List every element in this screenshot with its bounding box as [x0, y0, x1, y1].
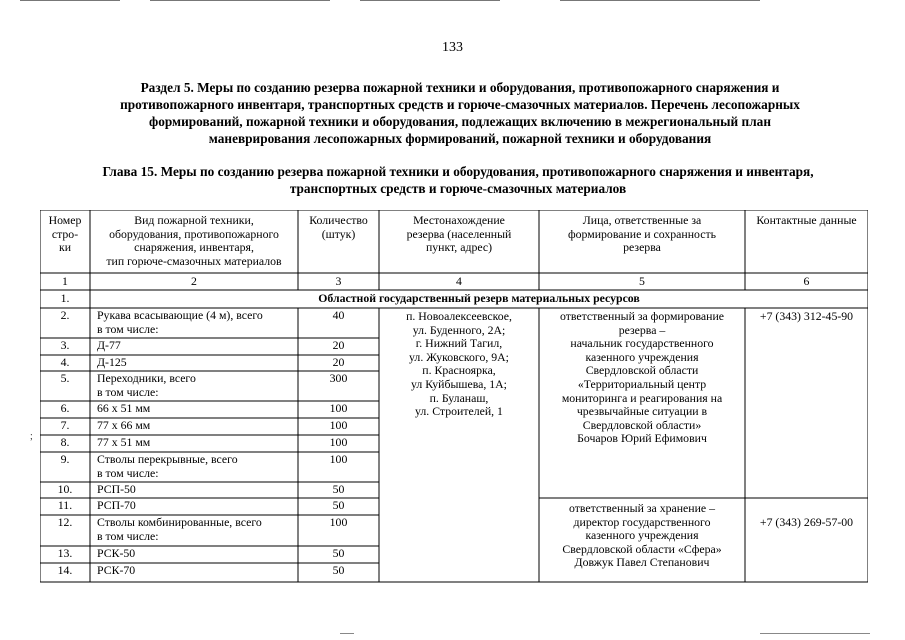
header-responsible — [539, 214, 745, 255]
row-quantity — [298, 564, 379, 578]
chapter-title-line: Глава 15. Меры по созданию резерва пожарной техники и оборудования, противопожарного снаряжения и инвентаря, — [102, 164, 814, 179]
row-equipment-name — [97, 372, 297, 399]
header-location-line: Местонахождение — [413, 213, 505, 227]
row-quantity — [298, 372, 379, 386]
column-number-line: 4 — [456, 274, 462, 288]
row-equipment-name-line: РСК-70 — [97, 563, 136, 577]
row-quantity — [298, 309, 379, 323]
responsible-formation-line: ответственный за формирование — [559, 309, 725, 323]
header-quantity — [298, 214, 379, 241]
header-equipment-type-line: оборудования, противопожарного — [109, 226, 279, 241]
header-equipment-type-line: снаряжения, инвентаря, — [134, 240, 254, 255]
reserve-location-line: г. Нижний Тагил, — [415, 336, 503, 351]
row-equipment-name — [97, 453, 297, 480]
section-title-line: противопожарного инвентаря, транспортных средств и горюче-смазочных материалов. Перечень лесопожарных — [120, 97, 800, 112]
header-row-number-line: ки — [58, 240, 72, 255]
row-equipment-name — [97, 564, 297, 578]
row-quantity-line: 50 — [332, 498, 345, 512]
row-equipment-name-line: Д-125 — [97, 355, 127, 369]
row-quantity-line: 50 — [332, 546, 345, 560]
row-quantity-line: 100 — [329, 435, 348, 449]
row-number-line: 5. — [60, 371, 70, 385]
row-number-line: 8. — [60, 435, 70, 449]
row-equipment-name — [97, 356, 297, 370]
responsible-formation-line: мониторинга и реагирования на — [561, 390, 723, 405]
row-number — [40, 483, 90, 497]
row-equipment-name-line: 77 х 51 мм — [97, 435, 151, 449]
reserve-location-line: ул Куйбышева, 1А; — [411, 376, 507, 391]
responsible-storage — [539, 502, 745, 570]
column-number — [539, 275, 745, 289]
row-quantity-line: 50 — [332, 563, 345, 577]
responsible-formation-line: начальник государственного — [570, 336, 714, 351]
row-number-line: 9. — [60, 452, 70, 466]
contact-phone-2-line: +7 (343) 269-57-00 — [759, 515, 854, 529]
row-quantity — [298, 453, 379, 467]
row-quantity-line: 100 — [329, 515, 348, 529]
responsible-formation-line: «Территориальный центр — [577, 376, 707, 391]
responsible-formation — [539, 310, 745, 446]
chapter-title-line: транспортных средств и горюче-смазочных материалов — [289, 181, 627, 196]
header-contacts — [745, 214, 868, 228]
column-number — [379, 275, 539, 289]
reserve-location-line: ул. Строителей, 1 — [415, 404, 503, 419]
reserve-location-line: п. Новоалексеевское, — [406, 309, 512, 323]
row-quantity — [298, 516, 379, 530]
row-equipment-name-line: Стволы комбинированные, всего — [97, 515, 262, 529]
row-equipment-name-line: в том числе: — [97, 321, 159, 336]
row-equipment-name-line: Д-77 — [97, 338, 121, 352]
group-row-title — [90, 292, 868, 306]
row-quantity — [298, 483, 379, 497]
header-location-line: резерва (населенный — [406, 226, 512, 241]
contact-phone-1 — [745, 310, 868, 324]
row-quantity-line: 300 — [329, 371, 348, 385]
row-quantity-line: 100 — [329, 401, 348, 415]
responsible-formation-line: чрезвычайные ситуации в — [576, 404, 708, 419]
page-number: 133 — [442, 40, 463, 55]
column-number-line: 5 — [639, 274, 645, 288]
row-number — [40, 547, 90, 561]
header-quantity-line: Количество — [309, 213, 368, 227]
section-title-line: формирований, пожарной техники и оборудования, подлежащих включению в межрегиональный план — [149, 114, 771, 129]
row-equipment-name-line: Стволы перекрывные, всего — [97, 452, 238, 466]
reserve-location-line: ул. Жуковского, 9А; — [409, 349, 509, 364]
row-equipment-name — [97, 483, 297, 497]
group-row-number-line: 1. — [60, 291, 70, 305]
column-number — [40, 275, 90, 289]
header-row-number-line: Номер — [48, 213, 82, 227]
header-equipment-type-line: тип горюче-смазочных материалов — [106, 253, 282, 268]
row-equipment-name-line: РСК-50 — [97, 546, 136, 560]
scan-top-line — [360, 0, 500, 1]
column-number — [90, 275, 298, 289]
row-quantity — [298, 356, 379, 370]
responsible-formation-line: Бочаров Юрий Ефимович — [577, 431, 707, 446]
row-equipment-name — [97, 547, 297, 561]
reserve-location-line: п. Красноярка, — [422, 363, 496, 378]
row-quantity-line: 20 — [332, 355, 345, 369]
margin-mark: ; — [30, 431, 33, 442]
contact-phone-2 — [745, 516, 868, 530]
row-number — [40, 339, 90, 353]
header-responsible-line: резерва — [623, 240, 661, 255]
row-equipment-name-line: Рукава всасывающие (4 м), всего — [97, 308, 263, 322]
scan-top-line — [20, 0, 120, 1]
column-number — [745, 275, 868, 289]
row-quantity — [298, 419, 379, 433]
responsible-storage-line: казенного учреждения — [585, 528, 699, 543]
scan-top-line — [560, 0, 760, 1]
row-number-line: 6. — [60, 401, 70, 415]
row-equipment-name-line: в том числе: — [97, 528, 159, 543]
header-equipment-type — [90, 214, 298, 268]
row-number-line: 3. — [60, 338, 70, 352]
row-number-line: 11. — [57, 498, 73, 512]
row-number — [40, 402, 90, 416]
row-equipment-name — [97, 402, 297, 416]
row-equipment-name-line: РСП-70 — [97, 498, 136, 512]
column-number-line: 3 — [335, 274, 342, 288]
responsible-storage-line: Довжук Павел Степанович — [574, 555, 710, 570]
row-quantity — [298, 339, 379, 353]
row-quantity-line: 50 — [332, 482, 345, 496]
header-location-line: пункт, адрес) — [425, 240, 493, 255]
row-number-line: 14. — [57, 563, 73, 577]
reserve-location — [379, 310, 539, 419]
row-equipment-name — [97, 309, 297, 336]
row-quantity-line: 100 — [329, 452, 348, 466]
section-title-line: Раздел 5. Меры по созданию резерва пожарной техники и оборудования, противопожарного снаряжения и — [140, 80, 780, 95]
section-title — [45, 79, 875, 147]
header-responsible-line: формирование и сохранность — [567, 226, 717, 241]
responsible-formation-line: Свердловской области» — [582, 417, 702, 432]
row-quantity — [298, 499, 379, 513]
scan-top-line — [150, 0, 330, 1]
row-quantity — [298, 547, 379, 561]
group-row-title-line: Областной государственный резерв материальных ресурсов — [318, 291, 640, 305]
row-number — [40, 499, 90, 513]
column-number-line: 2 — [191, 274, 197, 288]
header-responsible-line: Лица, ответственные за — [582, 213, 702, 227]
row-quantity-line: 100 — [329, 418, 348, 432]
row-equipment-name-line: РСП-50 — [97, 482, 136, 496]
row-equipment-name — [97, 436, 297, 450]
row-equipment-name-line: в том числе: — [97, 384, 159, 399]
row-equipment-name-line: в том числе: — [97, 465, 159, 480]
row-equipment-name — [97, 499, 297, 513]
header-quantity-line: (штук) — [321, 226, 356, 241]
row-quantity — [298, 436, 379, 450]
column-number — [298, 275, 379, 289]
row-equipment-name-line: 66 х 51 мм — [97, 401, 151, 415]
responsible-formation-line: казенного учреждения — [585, 349, 699, 364]
row-equipment-name — [97, 339, 297, 353]
responsible-storage-line: ответственный за хранение – — [568, 501, 715, 515]
header-row-number — [40, 214, 90, 255]
reserve-table — [40, 210, 868, 592]
header-equipment-type-line: Вид пожарной техники, — [134, 213, 254, 227]
column-number-line: 6 — [803, 274, 810, 288]
row-equipment-name — [97, 419, 297, 433]
row-number — [40, 564, 90, 578]
row-number — [40, 436, 90, 450]
scan-bottom-mark — [340, 633, 354, 634]
row-number-line: 12. — [57, 515, 73, 529]
row-number — [40, 372, 90, 386]
row-number — [40, 309, 90, 323]
row-quantity-line: 20 — [332, 338, 345, 352]
row-number-line: 10. — [57, 482, 73, 496]
row-quantity-line: 40 — [332, 308, 345, 322]
responsible-formation-line: Свердловской области — [585, 363, 699, 378]
row-number — [40, 356, 90, 370]
row-equipment-name-line: 77 х 66 мм — [97, 418, 151, 432]
section-title-line: маневрирования лесопожарных формирований, пожарной техники и оборудования — [208, 131, 712, 146]
row-quantity — [298, 402, 379, 416]
row-equipment-name — [97, 516, 297, 543]
header-location — [379, 214, 539, 255]
row-number — [40, 516, 90, 530]
responsible-storage-line: директор государственного — [573, 514, 711, 529]
header-contacts-line: Контактные данные — [756, 213, 857, 227]
row-number-line: 7. — [60, 418, 70, 432]
header-row-number-line: стро- — [51, 226, 79, 241]
row-number — [40, 419, 90, 433]
reserve-location-line: п. Буланаш, — [429, 390, 489, 405]
row-number — [40, 453, 90, 467]
responsible-formation-line: резерва – — [618, 322, 666, 337]
row-number-line: 4. — [60, 355, 70, 369]
chapter-title — [38, 163, 878, 197]
reserve-location-line: ул. Буденного, 2А; — [412, 322, 506, 337]
contact-phone-1-line: +7 (343) 312-45-90 — [759, 309, 854, 323]
group-row-number — [40, 292, 90, 306]
column-number-line: 1 — [62, 274, 68, 288]
row-number-line: 2. — [60, 308, 70, 322]
scan-bottom-mark — [760, 633, 870, 634]
row-equipment-name-line: Переходники, всего — [97, 371, 196, 385]
row-number-line: 13. — [57, 546, 73, 560]
responsible-storage-line: Свердловской области «Сфера» — [562, 541, 722, 556]
